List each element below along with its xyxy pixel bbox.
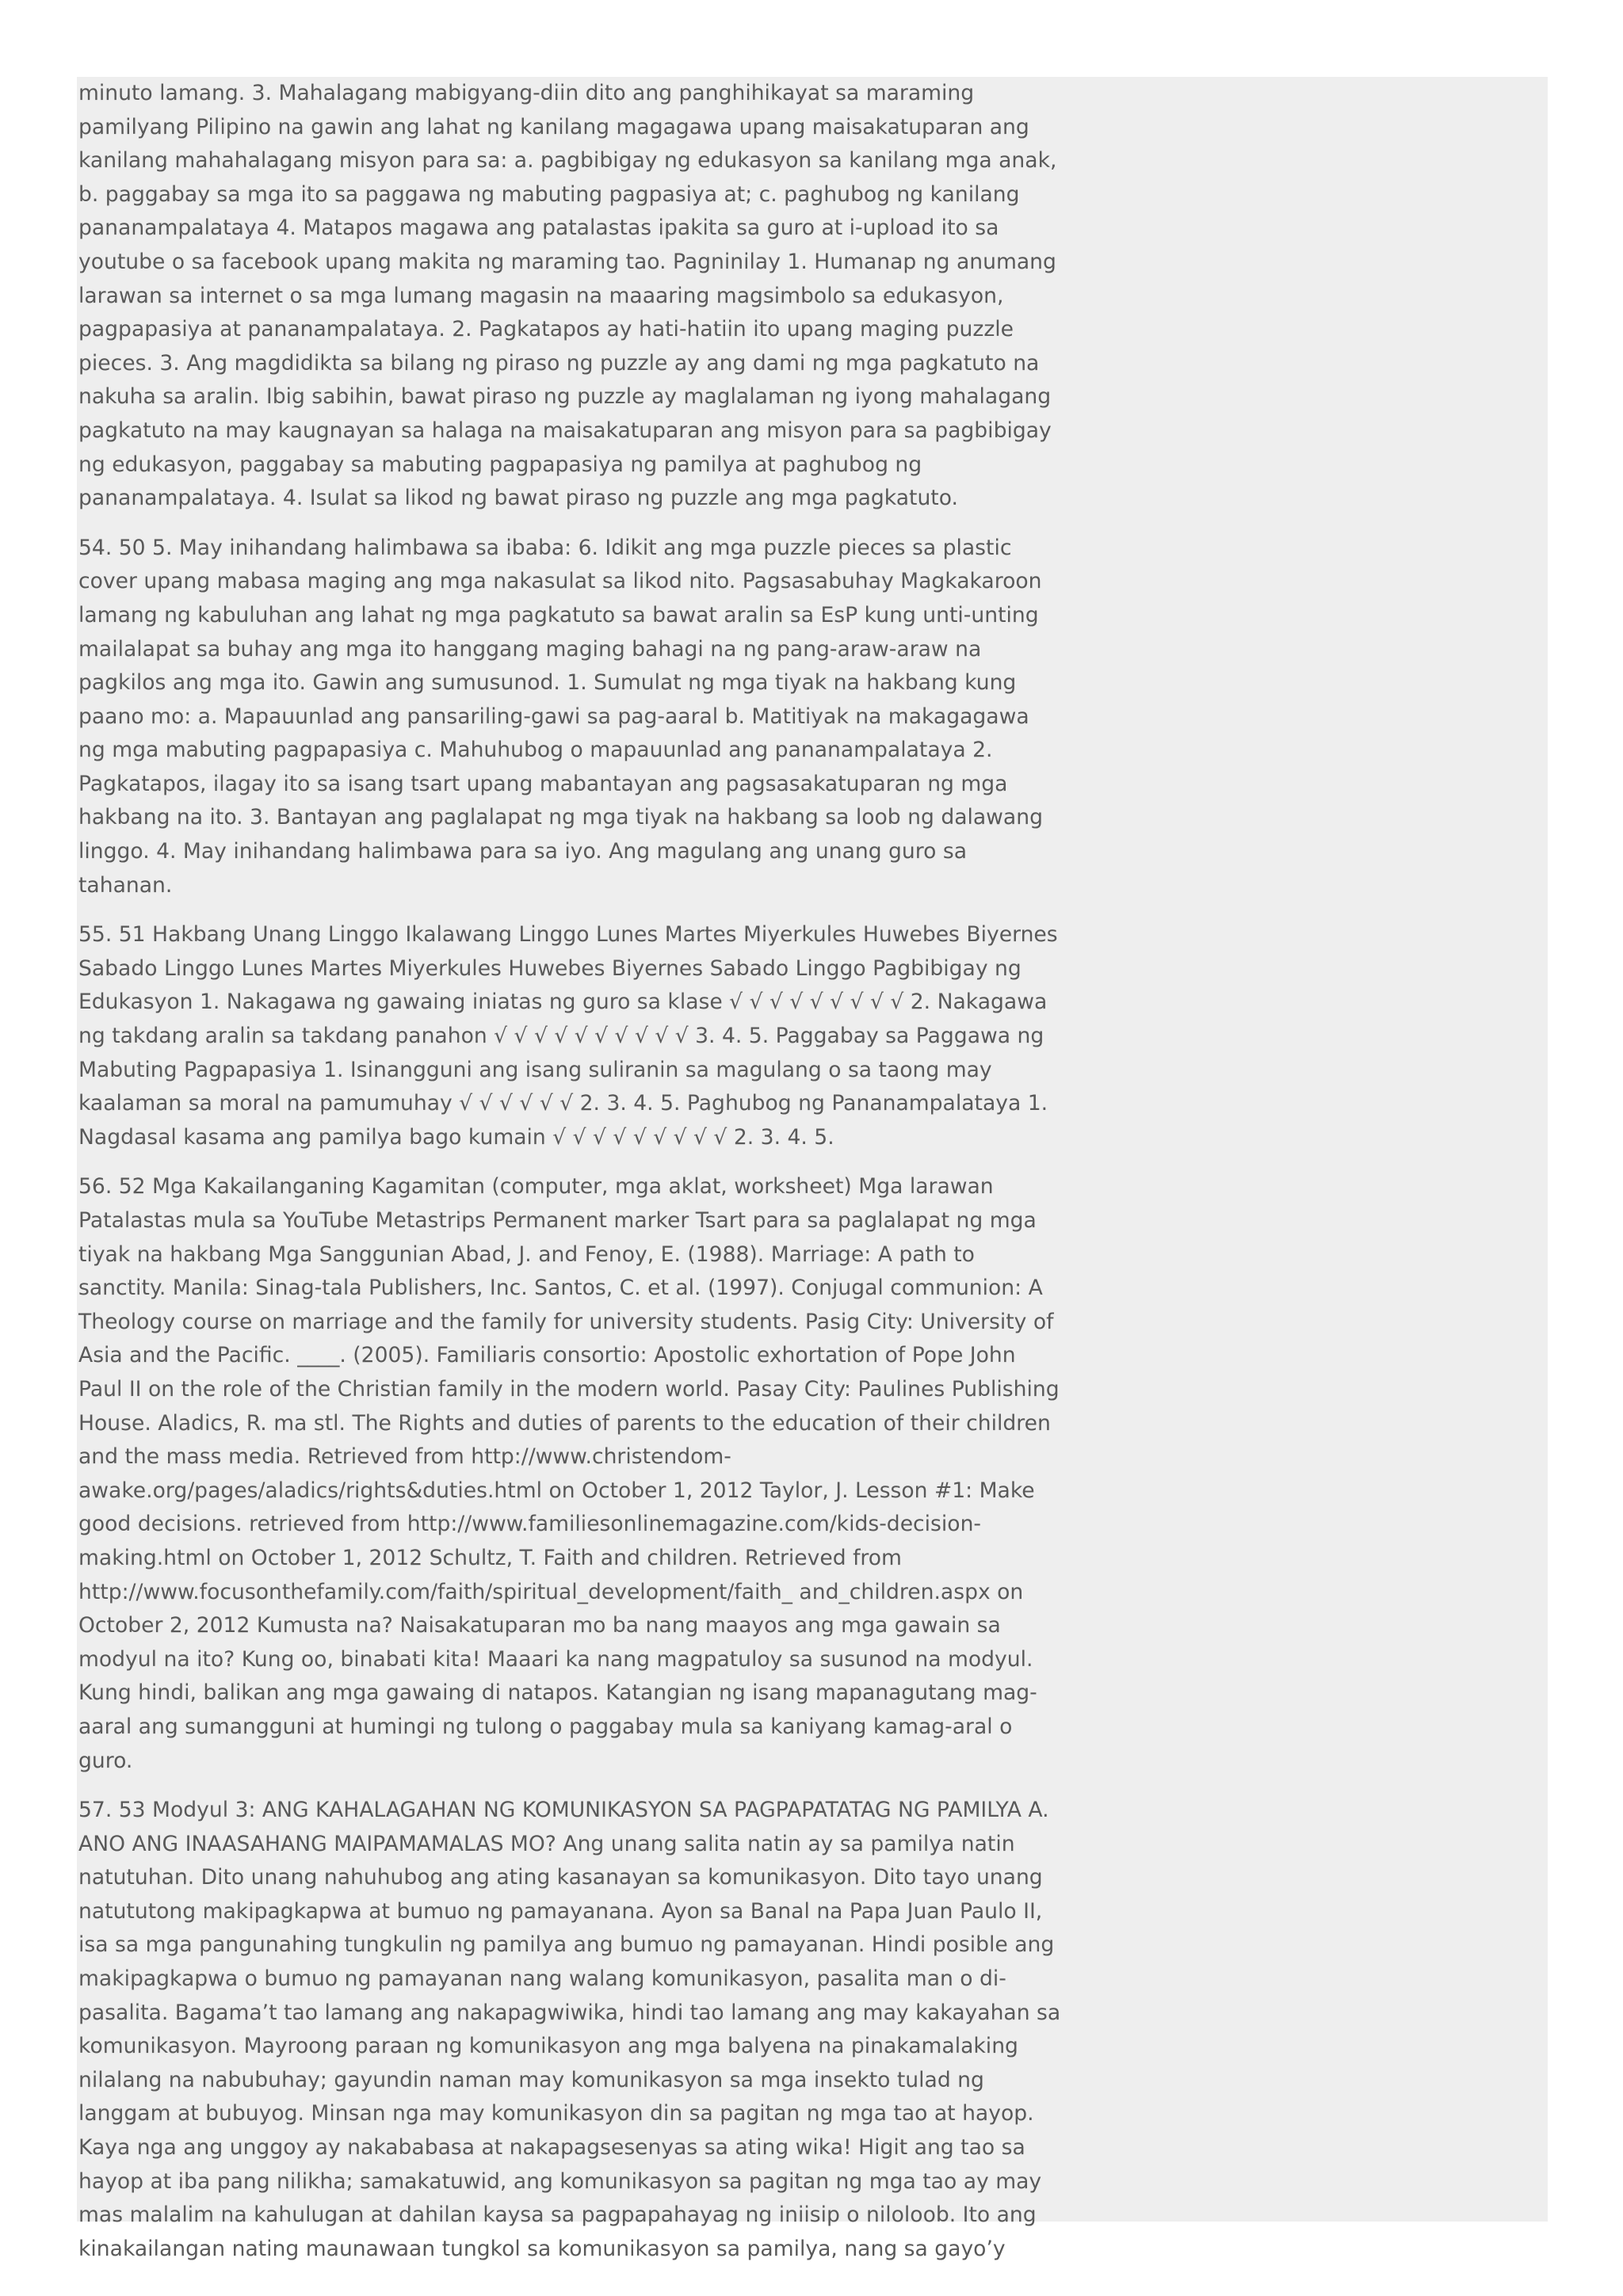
document-page [77, 77, 1548, 2261]
text-column [78, 77, 1061, 2282]
paragraph-minuto-lamang: minuto lamang. 3. Mahalagang mabigyang-diin dito ang panghihikayat sa maraming pamilyang Pilipino na gawin ang lahat ng kanilang magagawa upang maisakatuparan ang kanilang mahahalagang misyon para sa: a. pagbibigay ng edukasyon sa kanilang mga anak, b. paggabay sa mga ito sa paggawa ng mabuting pagpasiya at; c. paghubog ng kanilang pananampalataya 4. Matapos magawa ang patalastas ipakita sa guro at i-upload ito sa youtube o sa facebook upang makita ng maraming tao. Pagninilay 1. Humanap ng anumang larawan sa internet o sa mga lumang magasin na maaaring magsimbolo sa edukasyon, pagpapasiya at pananampalataya. 2. Pagkatapos ay hati-hatiin ito upang maging puzzle pieces. 3. Ang magdidikta sa bilang ng piraso ng puzzle ay ang dami ng mga pagkatuto na nakuha sa aralin. Ibig sabihin, bawat piraso ng puzzle ay maglalaman ng iyong mahalagang pagkatuto na may kaugnayan sa halaga na maisakatuparan ang misyon para sa pagbibigay ng edukasyon, paggabay sa mabuting pagpapasiya ng pamilya at paghubog ng pananampalataya. 4. Isulat sa likod ng bawat piraso ng puzzle ang mga pagkatuto. [78, 81, 1057, 511]
paragraph-55-51: 55. 51 Hakbang Unang Linggo Ikalawang Linggo Lunes Martes Miyerkules Huwebes Biyernes Sabado Linggo Lunes Martes Miyerkules Huwebes Biyernes Sabado Linggo Pagbibigay ng Edukasyon 1. Nakagawa ng gawaing iniatas ng guro sa klase √ √ √ √ √ √ √ √ √ 2. Nakagawa ng takdang aralin sa takdang panahon √ √ √ √ √ √ √ √ √ √ 3. 4. 5. Paggabay sa Paggawa ng Mabuting Pagpapasiya 1. Isinangguni ang isang suliranin sa magulang o sa taong may kaalaman sa moral na pamumuhay √ √ √ √ √ √ 2. 3. 4. 5. Paghubog ng Pananampalataya 1. Nagdasal kasama ang pamilya bago kumain √ √ √ √ √ √ √ √ √ 2. 3. 4. 5. [78, 922, 1058, 1150]
paragraph-56-52: 56. 52 Mga Kakailanganing Kagamitan (computer, mga aklat, worksheet) Mga larawan Patalastas mula sa YouTube Metastrips Permanent marker Tsart para sa paglalapat ng mga tiyak na hakbang Mga Sanggunian Abad, J. and Fenoy, E. (1988). Marriage: A path to sanctity. Manila: Sinag-tala Publishers, Inc. Santos, C. et al. (1997). Conjugal communion: A Theology course on marriage and the family for university students. Pasig City: University of Asia and the Pacific. ____. (2005). Familiaris consortio: Apostolic exhortation of Pope John Paul II on the role of the Christian family in the modern world. Pasay City: Paulines Publishing House. Aladics, R. ma stl. The Rights and duties of parents to the education of their children and the mass media. Retrieved from http://www.christendom-awake.org/pages/aladics/rights&duties.html on October 1, 2012 Taylor, J. Lesson #1: Make good decisions. retrieved from http://www.familiesonlinemagazine.com/kids-decision-making.html on October 1, 2012 Schultz, T. Faith and children. Retrieved from http://www.focusonthefamily.com/faith/spiritual_development/faith_ and_children.aspx on October 2, 2012 Kumusta na? Naisakatuparan mo ba nang maayos ang mga gawain sa modyul na ito? Kung oo, binabati kita! Maaari ka nang magpatuloy sa susunod na modyul. Kung hindi, balikan ang mga gawaing di natapos. Katangian ng isang mapanagutang mag-aaral ang sumangguni at humingi ng tulong o paggabay mula sa kaniyang kamag-aral o guro. [78, 1174, 1060, 1773]
paragraph-57-53: 57. 53 Modyul 3: ANG KAHALAGAHAN NG KOMUNIKASYON SA PAGPAPATATAG NG PAMILYA A. ANO ANG INAASAHANG MAIPAMAMALAS MO? Ang unang salita natin ay sa pamilya natin natutuhan. Dito unang nahuhubog ang ating kasanayan sa komunikasyon. Dito tayo unang natututong makipagkapwa at bumuo ng pamayanana. Ayon sa Banal na Papa Juan Paulo II, isa sa mga pangunahing tungkulin ng pamilya ang bumuo ng pamayanan. Hindi posible ang makipagkapwa o bumuo ng pamayanan nang walang komunikasyon, pasalita man o di-pasalita. Bagama’t tao lamang ang nakapagwiwika, hindi tao lamang ang may kakayahan sa komunikasyon. Mayroong paraan ng komunikasyon ang mga balyena na pinakamalaking nilalang na nabubuhay; gayundin naman may komunikasyon sa mga insekto tulad ng langgam at bubuyog. Minsan nga may komunikasyon din sa pagitan ng mga tao at hayop. Kaya nga ang unggoy ay nakababasa at nakapagsesenyas sa ating wika! Higit ang tao sa hayop at iba pang nilikha; samakatuwid, ang komunikasyon sa pagitan ng mga tao ay may mas malalim na kahulugan at dahilan kaysa sa pagpapahayag ng iniisip o niloloob. Ito ang kinakailangan nating maunawaan tungkol sa komunikasyon sa pamilya, nang sa gayo’y [78, 1798, 1061, 2261]
paragraph-54-50: 54. 50 5. May inihandang halimbawa sa ibaba: 6. Idikit ang mga puzzle pieces sa plastic cover upang mabasa maging ang mga nakasulat sa likod nito. Pagsasabuhay Magkakaroon lamang ng kabuluhan ang lahat ng mga pagkatuto sa bawat aralin sa EsP kung unti-unting mailalapat sa buhay ang mga ito hanggang maging bahagi na ng pang-araw-araw na pagkilos ang mga ito. Gawin ang sumusunod. 1. Sumulat ng mga tiyak na hakbang kung paano mo: a. Mapauunlad ang pansariling-gawi sa pag-aaral b. Matitiyak na makagagawa ng mga mabuting pagpapasiya c. Mahuhubog o mapauunlad ang pananampalataya 2. Pagkatapos, ilagay ito sa isang tsart upang mabantayan ang pagsasakatuparan ng mga hakbang na ito. 3. Bantayan ang paglalapat ng mga tiyak na hakbang sa loob ng dalawang linggo. 4. May inihandang halimbawa para sa iyo. Ang magulang ang unang guro sa tahanan. [78, 535, 1043, 898]
